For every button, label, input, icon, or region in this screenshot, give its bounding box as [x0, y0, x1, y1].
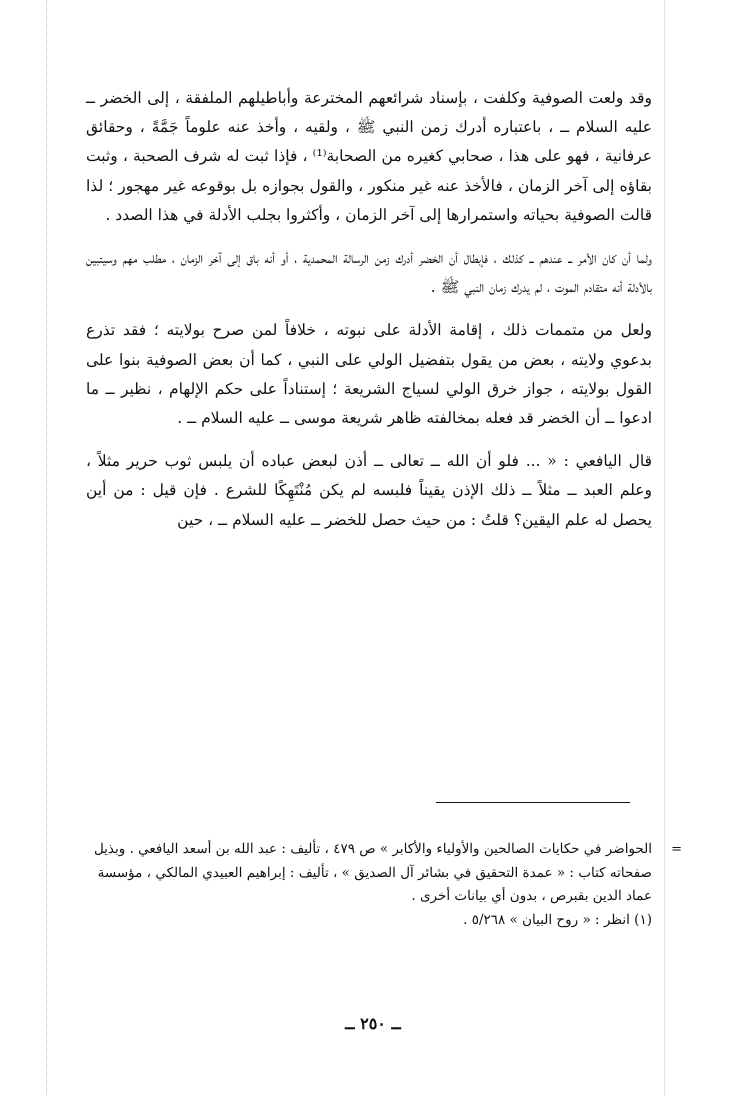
- paragraph-yafii-quote: قال اليافعي : « ... فلو أن الله ــ تعالى ــ أذن لبعض عباده أن يلبس ثوب حرير مثلاً ، وعلم العبد ــ مثلاً ــ ذلك الإذن يقيناً فلبسه لم يكن مُنْتَهِكًا للشرع . فإن قيل : من أين يحصل له علم اليقين؟ قلتُ : من حيث حصل للخضر ــ عليه السلام ــ ، حين: [86, 452, 652, 529]
- paragraph-prophethood: ولعل من متممات ذلك ، إقامة الأدلة على نبوته ، خلافاً لمن صرح بولايته ؛ فقد تذرع بدعوي ولايته ، بعض من يقول بتفضيل الولي على النبي ، كما أن بعض الصوفية بنوا على القول بولايته ، جواز خرق الولي لسياج الشريعة ؛ إستناداً على حكم الإلهام ، نظير ــ ما ادعوا ــ أن الخضر قد فعله بمخالفته ظاهر شريعة موسى ــ عليه السلام ــ .: [86, 321, 652, 428]
- page-number: ــ ٢٥٠ ــ: [345, 1014, 401, 1033]
- footnote-continuation: [86, 838, 682, 909]
- footnote-1: (١) انظر : « روح البيان » ٥/٢٦٨ .: [463, 911, 652, 928]
- paragraph-sufi-khidr: وقد ولعت الصوفية وكلفت ، بإسناد شرائعهم المخترعة وأباطيلهم الملفقة ، إلى الخضر ــ عليه السلام ــ ، باعتباره أدرك زمن النبي ﷺ ، ولقيه ، وأخذ عنه علوماً جَمَّةً ، وحقائق عرفانية ، فهو على هذا ، صحابي كغيره من الصحابة⁽¹⁾ ، فإذا ثبت له شرف الصحبة ، وثبت بقاؤه إلى آخر الزمان ، فالأخذ عنه غير منكور ، والقول بجوازه بل بوقوعه غير مهجور ؛ لذا قالت الصوفية بحياته واستمرارها إلى آخر الزمان ، وأكثروا بجلب الأدلة في هذا الصدد .: [86, 89, 652, 224]
- footnote-continuation-text: الحواضر في حكايات الصالحين والأولياء والأكابر » ص ٤٧٩ ، تأليف : عبد الله بن أسعد اليافعي . وبذيل صفحاته كتاب : « عمدة التحقيق في بشائر آل الصديق » ، تأليف : إبراهيم العبيدي المالكي ، مؤسسة عماد الدين بقبرص ، بدون أي بيانات أخرى .: [93, 841, 652, 904]
- scan-edge-right: [664, 0, 665, 1095]
- scan-edge-left: [46, 0, 47, 1095]
- main-text: [86, 84, 652, 535]
- footnotes: [86, 838, 682, 932]
- footnote-separator: [436, 802, 630, 803]
- continuation-marker: =: [671, 842, 682, 857]
- paragraph-refutation: ولما أن كان الأمر ــ عندهم ــ كذلك ، فإبطال أن الخضر أدرك زمن الرسالة المحمدية ، أو أنه باق إلى آخر الزمان ، مطلب مهم وسيتبين بالأدلة أنه متقادم الموت ، لم يدرك زمان النبي ﷺ .: [86, 249, 652, 297]
